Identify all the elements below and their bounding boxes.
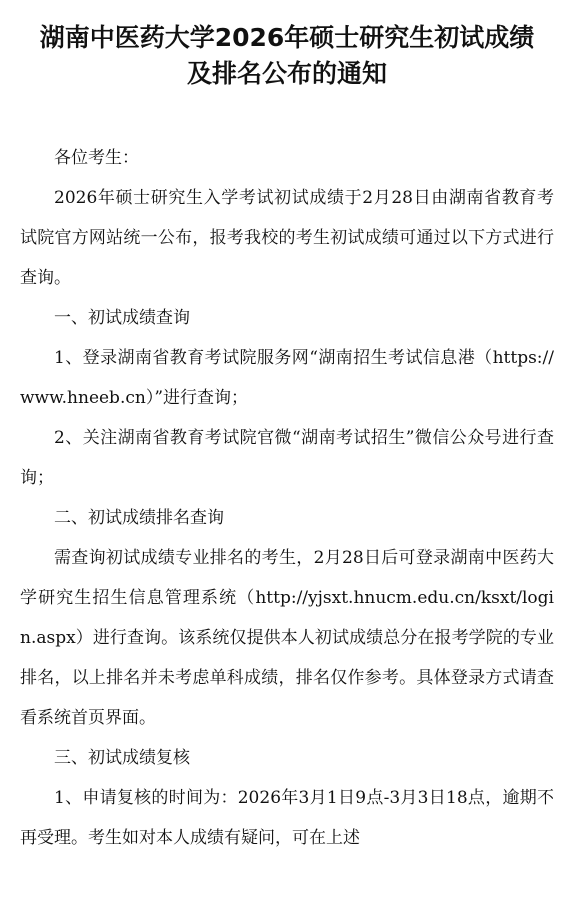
page-title (0, 0, 574, 92)
page-title-line-1: 湖南中医药大学2026年硕士研究生初试成绩 (39, 23, 535, 52)
section-heading-ranking-query: 二、初试成绩排名查询 (54, 508, 224, 528)
ranking-query-paragraph: 需查询初试成绩专业排名的考生，2月28日后可登录湖南中医药大学研究生招生信息管理系统（http://yjsxt.hnucm.edu.cn/ksxt/login.aspx）进行查询。该系统仅提供本人初试成绩总分在报考学院的专业排名，以上排名并未考虑单科成绩，排名仅作参考。具体登录方式请查看系统首页界面。 (20, 548, 554, 728)
intro-paragraph: 2026年硕士研究生入学考试初试成绩于2月28日由湖南省教育考试院官方网站统一公布，报考我校的考生初试成绩可通过以下方式进行查询。 (20, 188, 554, 288)
section-heading-score-review: 三、初试成绩复核 (54, 748, 190, 768)
score-query-item-2: 2、关注湖南省教育考试院官微“湖南考试招生”微信公众号进行查询； (20, 428, 554, 488)
section-heading-score-query: 一、初试成绩查询 (54, 308, 190, 328)
salutation: 各位考生： (54, 148, 139, 168)
notice-body (20, 138, 554, 858)
score-query-item-1: 1、登录湖南省教育考试院服务网“湖南招生考试信息港（https://www.hneeb.cn）”进行查询； (20, 348, 554, 408)
score-review-item-1: 1、申请复核的时间为：2026年3月1日9点-3月3日18点，逾期不再受理。考生如对本人成绩有疑问，可在上述 (20, 788, 554, 848)
page-title-line-2: 及排名公布的通知 (186, 59, 387, 88)
